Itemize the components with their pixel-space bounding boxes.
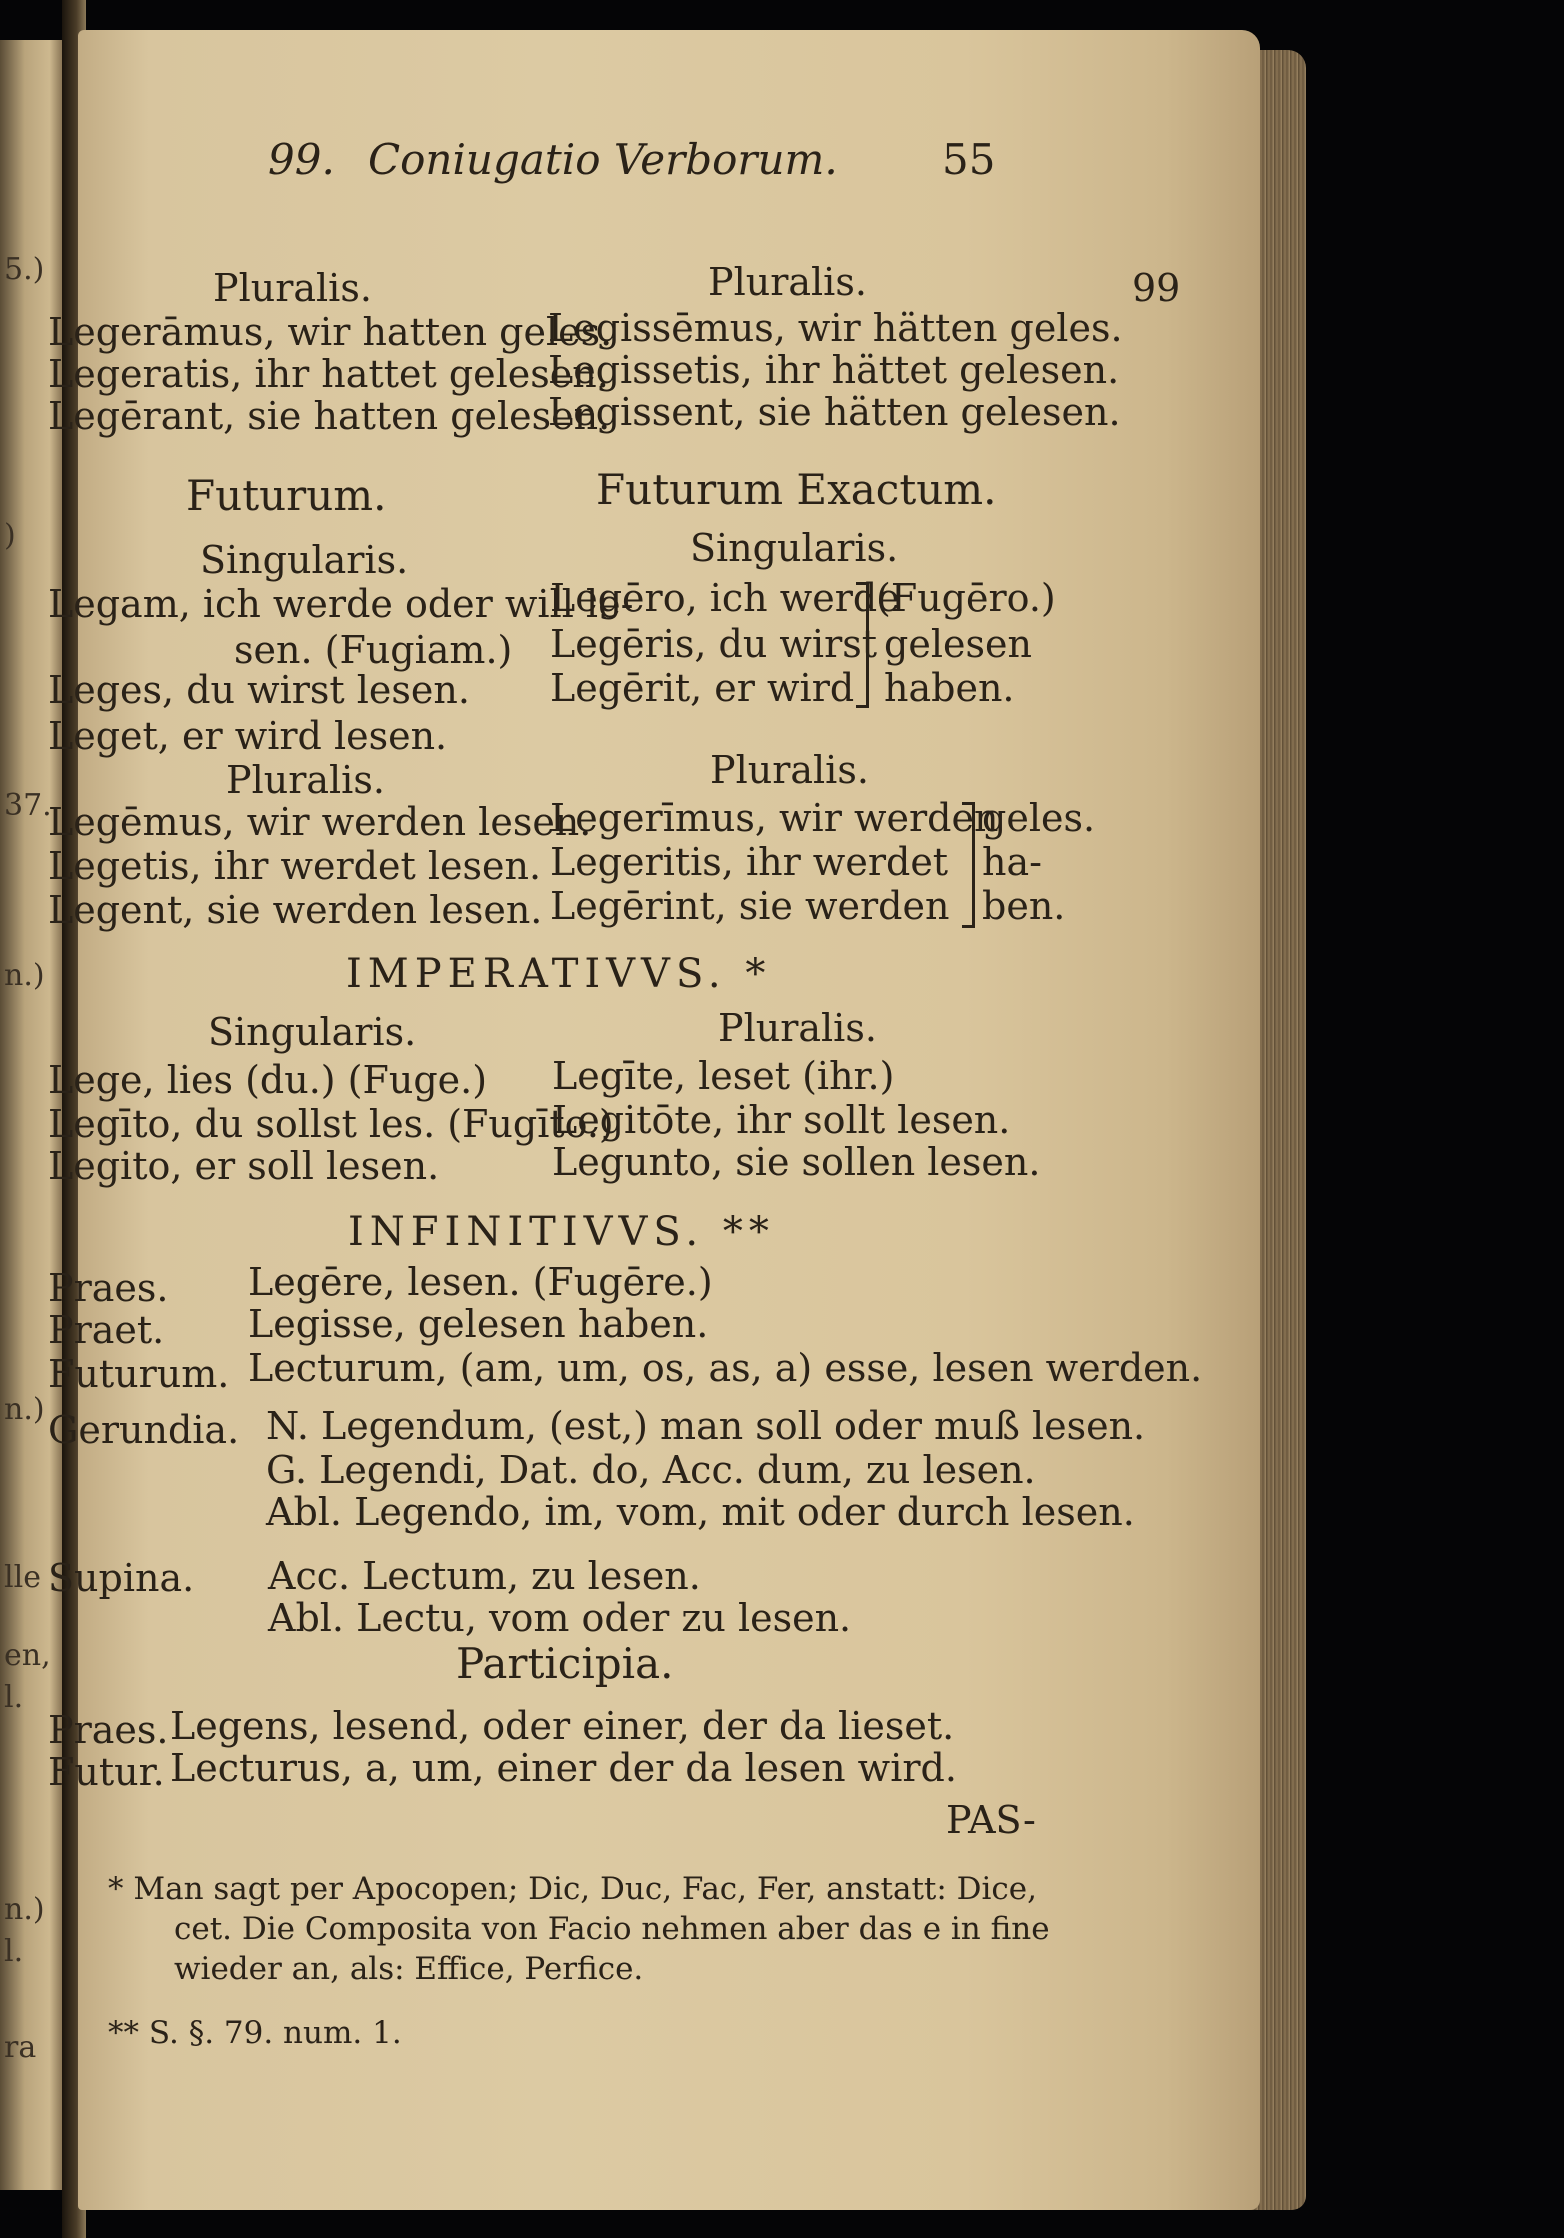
margin-fragment: lle: [4, 1560, 41, 1595]
row-label: Gerundia.: [48, 1408, 240, 1452]
margin-fragment: ): [4, 518, 16, 553]
paradigm-row: Legīto, du sollst les. (Fugīto.): [48, 1102, 614, 1146]
paradigm-aside: (Fugēro.): [876, 576, 1056, 620]
paradigm-row: Legēro, ich werde: [550, 576, 900, 620]
section-title: Futurum Exactum.: [596, 465, 997, 514]
margin-fragment: l.: [4, 1680, 24, 1715]
row-label: Praet.: [48, 1308, 165, 1352]
brace: [962, 802, 975, 928]
section-title: Futurum.: [186, 471, 387, 520]
paradigm-row: Acc. Lectum, zu lesen.: [268, 1554, 701, 1598]
paradigm-row: Legunto, sie sollen lesen.: [552, 1140, 1041, 1184]
paradigm-row: Legīte, leset (ihr.): [552, 1054, 895, 1098]
paradigm-row: G. Legendi, Dat. do, Acc. dum, zu lesen.: [266, 1448, 1036, 1492]
column-heading: Singularis.: [208, 1010, 417, 1054]
catchword: PAS-: [946, 1798, 1036, 1842]
section-title: IMPERATIVVS. *: [346, 951, 772, 997]
margin-fragment: n.): [4, 1892, 45, 1927]
paradigm-row: Legam, ich werde oder will le-: [48, 582, 634, 626]
footnote-line: * Man sagt per Apocopen; Dic, Duc, Fac, Fer, anstatt: Dice,: [108, 1871, 1037, 1907]
paradigm-row: Legissēmus, wir hätten geles.: [548, 306, 1123, 350]
paradigm-row: N. Legendum, (est,) man soll oder muß lesen.: [266, 1404, 1146, 1448]
footnote-line: ** S. §. 79. num. 1.: [108, 2015, 402, 2051]
section-title: Participia.: [456, 1639, 674, 1688]
paradigm-row: Legito, er soll lesen.: [48, 1144, 440, 1188]
column-heading: Pluralis.: [213, 266, 372, 310]
paradigm-row: Legetis, ihr werdet lesen.: [48, 844, 542, 888]
paradigm-row: Abl. Lectu, vom oder zu lesen.: [268, 1596, 852, 1640]
paradigm-row: Legerīmus, wir werden: [550, 796, 999, 840]
margin-fragment: 37.: [4, 788, 52, 823]
margin-number: 99: [1132, 266, 1181, 310]
paradigm-aside: ben.: [982, 884, 1066, 928]
column-heading: Singularis.: [690, 526, 899, 570]
footnote-line: cet. Die Composita von Facio nehmen aber das e in fine: [174, 1911, 1050, 1947]
chapter-number: 99.: [268, 135, 335, 184]
paradigm-row: Lege, lies (du.) (Fuge.): [48, 1058, 488, 1102]
paradigm-row: Legeratis, ihr hattet gelesen.: [48, 352, 609, 396]
footnote-line: wieder an, als: Effice, Perfice.: [174, 1951, 644, 1987]
section-title: INFINITIVVS. **: [348, 1209, 775, 1255]
paradigm-row: Legent, sie werden lesen.: [48, 888, 543, 932]
column-heading: Pluralis.: [710, 748, 869, 792]
paradigm-row: Legissetis, ihr hättet gelesen.: [548, 348, 1120, 392]
paradigm-row: Legērit, er wird: [550, 666, 855, 710]
column-heading: Pluralis.: [708, 260, 867, 304]
paradigm-row: Legeritis, ihr werdet: [550, 840, 949, 884]
paradigm-row: Abl. Legendo, im, vom, mit oder durch lesen.: [266, 1490, 1135, 1534]
column-heading: Pluralis.: [718, 1006, 877, 1050]
paradigm-row: Legērint, sie werden: [550, 884, 950, 928]
paradigm-row: Legēre, lesen. (Fugēre.): [248, 1260, 713, 1304]
column-heading: Singularis.: [200, 538, 409, 582]
margin-fragment: ra: [4, 2030, 37, 2065]
page-number: 55: [942, 135, 996, 184]
paradigm-row: Legerāmus, wir hatten geles.: [48, 310, 613, 354]
row-label: Futurum.: [48, 1352, 230, 1396]
paradigm-row: Legissent, sie hätten gelesen.: [548, 390, 1121, 434]
paradigm-aside: geles.: [982, 796, 1096, 840]
row-label: Supina.: [48, 1556, 195, 1600]
margin-fragment: n.): [4, 1392, 45, 1427]
book-page: [48, 30, 1260, 2210]
paradigm-row: Lecturum, (am, um, os, as, a) esse, lesen werden.: [248, 1346, 1203, 1390]
paradigm-aside: gelesen: [884, 622, 1032, 666]
paradigm-row: Leges, du wirst lesen.: [48, 668, 470, 712]
row-label: Futur.: [48, 1750, 165, 1794]
margin-fragment: n.): [4, 958, 45, 993]
margin-fragment: l.: [4, 1934, 24, 1969]
running-head-title: Coniugatio Verborum.: [368, 135, 838, 184]
margin-fragment: 5.): [4, 252, 45, 287]
row-label: Praes.: [48, 1266, 169, 1310]
paradigm-row: Legēmus, wir werden lesen.: [48, 800, 592, 844]
paradigm-row: Legitōte, ihr sollt lesen.: [552, 1098, 1011, 1142]
paradigm-row: Legens, lesend, oder einer, der da lieset.: [170, 1704, 955, 1748]
row-label: Praes.: [48, 1708, 169, 1752]
paradigm-row: sen. (Fugiam.): [234, 628, 513, 672]
brace: [856, 582, 869, 708]
paradigm-row: Lecturus, a, um, einer der da lesen wird.: [170, 1746, 957, 1790]
column-heading: Pluralis.: [226, 758, 385, 802]
paradigm-row: Legēris, du wirst: [550, 622, 878, 666]
paradigm-aside: ha-: [982, 840, 1042, 884]
paradigm-aside: haben.: [884, 666, 1015, 710]
paradigm-row: Leget, er wird lesen.: [48, 714, 448, 758]
paradigm-row: Legisse, gelesen haben.: [248, 1302, 709, 1346]
paradigm-row: Legērant, sie hatten gelesen.: [48, 394, 611, 438]
margin-fragment: en,: [4, 1638, 51, 1673]
